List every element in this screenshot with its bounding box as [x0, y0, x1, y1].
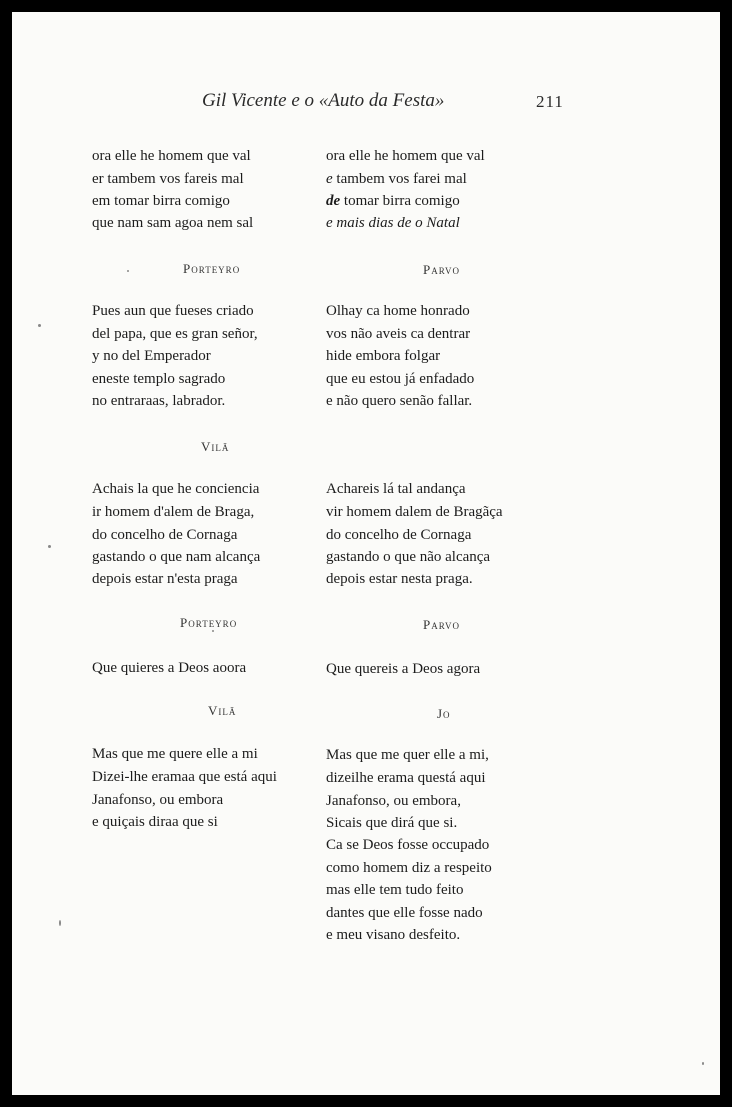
verse-line: gastando o que não alcança: [326, 549, 491, 565]
verse-line: ir homem d'alem de Braga,: [92, 504, 255, 520]
verse-line: Que quieres a Deos aoora: [92, 660, 247, 676]
verse-line: em tomar birra comigo: [92, 193, 230, 209]
verse-line: Dizei-lhe eramaa que está aqui: [92, 769, 277, 785]
verse-line: hide embora folgar: [326, 348, 441, 364]
speaker-heading: Parvo: [423, 617, 461, 632]
speaker-heading: Jo: [437, 706, 451, 721]
paper-speck: [59, 920, 61, 926]
verse-line: ora elle he homem que val: [326, 148, 485, 164]
verse-line: e tambem vos farei mal: [326, 171, 467, 187]
speaker-heading: Parvo: [423, 262, 461, 277]
verse-line: vos não aveis ca dentrar: [326, 326, 471, 342]
speaker-heading: Porteyro: [183, 261, 241, 276]
verse-line: vir homem dalem de Bragãça: [326, 504, 503, 520]
verse-line: Mas que me quer elle a mi,: [326, 747, 489, 763]
verse-line: Janafonso, ou embora: [92, 792, 224, 808]
verse-line: y no del Emperador: [92, 348, 211, 364]
verse-line: depois estar nesta praga.: [326, 571, 473, 587]
verse-line: e quiçais diraa que si: [92, 814, 218, 830]
verse-line: Achais la que he conciencia: [92, 481, 260, 497]
verse-line: que nam sam agoa nem sal: [92, 215, 254, 231]
verse-line: de tomar birra comigo: [326, 193, 460, 209]
book-page: [12, 12, 720, 1095]
verse-line: Que quereis a Deos agora: [326, 661, 481, 677]
verse-line: Mas que me quere elle a mi: [92, 746, 258, 762]
paper-speck: [127, 270, 129, 272]
speaker-heading: Vilã: [201, 439, 230, 454]
speaker-heading: Porteyro: [180, 615, 238, 630]
verse-line: ora elle he homem que val: [92, 148, 251, 164]
verse-line: Janafonso, ou embora,: [326, 793, 461, 809]
verse-line: no entraraas, labrador.: [92, 393, 226, 409]
speaker-heading: Vilã: [208, 703, 237, 718]
verse-line: del papa, que es gran señor,: [92, 326, 258, 342]
verse-line: e meu visano desfeito.: [326, 927, 461, 943]
verse-line: depois estar n'esta praga: [92, 571, 238, 587]
verse-line: do concelho de Cornaga: [92, 527, 238, 543]
verse-line: Ca se Deos fosse occupado: [326, 837, 490, 853]
verse-line: Achareis lá tal andança: [326, 481, 466, 497]
header-title: Gil Vicente e o «Auto da Festa»: [202, 90, 445, 111]
verse-line: Pues aun que fueses criado: [92, 303, 254, 319]
page-number: 211: [536, 92, 564, 111]
verse-line: er tambem vos fareis mal: [92, 171, 244, 187]
verse-line: Olhay ca home honrado: [326, 303, 470, 319]
paper-speck: [38, 324, 41, 327]
verse-line: e não quero senão fallar.: [326, 393, 473, 409]
verse-line: dantes que elle fosse nado: [326, 905, 483, 921]
verse-line: do concelho de Cornaga: [326, 527, 472, 543]
paper-speck: [702, 1062, 704, 1065]
verse-line: Sicais que dirá que si.: [326, 815, 458, 831]
paper-speck: [212, 630, 214, 632]
verse-line: dizeilhe erama questá aqui: [326, 770, 486, 786]
verse-line: eneste templo sagrado: [92, 371, 226, 387]
verse-line: e mais dias de o Natal: [326, 215, 460, 231]
paper-speck: [48, 545, 51, 548]
verse-line: que eu estou já enfadado: [326, 371, 475, 387]
verse-line: mas elle tem tudo feito: [326, 882, 464, 898]
verse-line: gastando o que nam alcança: [92, 549, 261, 565]
verse-line: como homem diz a respeito: [326, 860, 492, 876]
